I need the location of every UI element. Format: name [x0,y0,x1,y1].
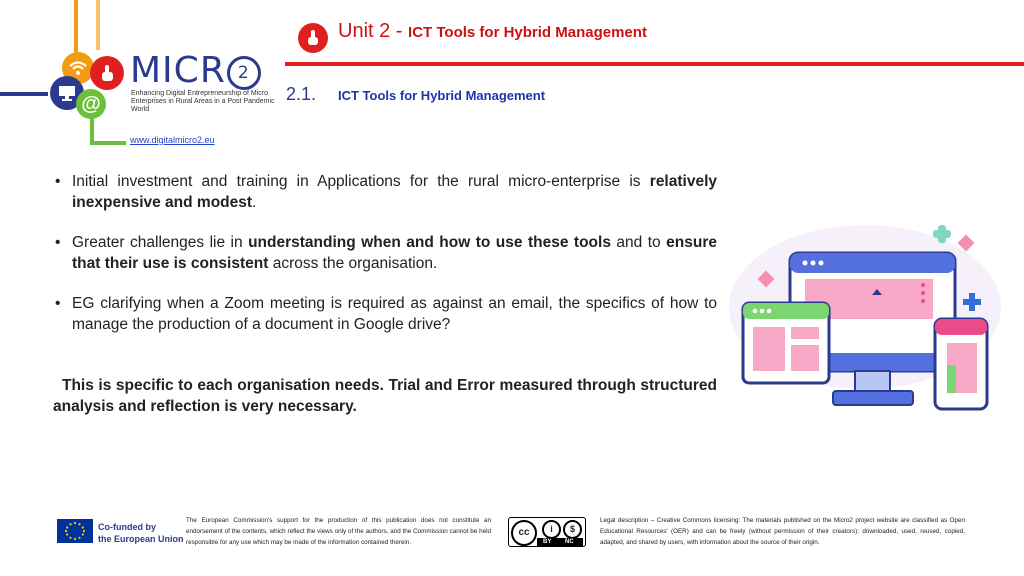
license-labels [537,538,583,546]
bullet-text-mid: and to [610,234,667,251]
creative-commons-badge [508,517,586,547]
non-commercial-icon: $ [563,520,582,539]
eu-label-line-1: Co-funded by [98,522,156,532]
section-title: ICT Tools for Hybrid Management [338,88,546,103]
license-by: BY [543,539,552,545]
bullet-text: Initial investment and training in Applications for the rural micro-enterprise is [72,173,650,190]
bullet-emphasis: relatively inexpensive and modest [72,173,717,211]
eu-cofunded-label [98,521,184,545]
legal-description: Legal description – Creative Commons licensing: The materials published on the Micro2 project website are classified as Open Educational Resources' (OER) and can be freely (without permission of their creators): downloaded, used, reused, copied, adapted, and shared by users, with information about the source of their origin. [600,517,965,546]
hybrid-devices-illustration [725,215,1005,415]
header-divider [285,62,1024,66]
website-link[interactable]: www.digitalmicro2.eu [130,135,215,145]
cc-icon: cc [511,520,537,546]
summary-statement: This is specific to each organisation needs. Trial and Error measured through structured analysis and reflection is very necessary. [53,377,717,415]
bullet-text: Greater challenges lie in [72,234,249,251]
bullet-end: . [252,194,257,211]
unit-title [338,20,647,43]
logo-wordmark: MICR 2 [130,50,261,91]
logo-tagline: Enhancing Digital Entrepreneurship of Micro Enterprises in Rural Areas in a Post Pandemic World [131,90,275,113]
eu-label-line-2: the European Union [98,534,184,544]
bullet-dot: • [55,173,61,190]
section-number: 2.1. [286,84,317,104]
eu-disclaimer: The European Commission's support for the production of this publication does not constitute an endorsement of the contents, which reflect the views only of the authors, and the Commission cannot be held responsible for any use which may be made of the information contained therein. [186,517,491,546]
bullet-end: across the organisation. [268,255,438,272]
logo-circle-number: 2 [227,56,261,90]
bullet-item [55,293,717,335]
touch-icon-header [298,23,328,53]
bullet-dot: • [55,295,61,312]
attribution-icon: i [542,520,561,539]
unit-label: Unit 2 - [338,20,409,42]
laptop-window-icon [743,303,829,383]
license-nc: NC [565,539,574,545]
bullet-emphasis-2: ensure that their use is consistent [72,234,717,272]
bullet-item [55,232,717,274]
blue-line [0,92,48,96]
bullet-item [55,171,717,213]
orange-line [74,0,78,58]
green-line-h [90,141,126,145]
orange-line-light [96,0,100,50]
at-sign-icon: @ [76,89,106,119]
bullet-dot: • [55,234,61,251]
bullet-text: EG clarifying when a Zoom meeting is required as against an email, the specifics of how to manage the production of a document in Google drive? [72,295,717,333]
phone-icon [935,319,987,409]
touch-icon [90,56,124,90]
unit-subtitle: ICT Tools for Hybrid Management [408,24,647,41]
eu-flag-icon [57,519,93,543]
bullet-emphasis: understanding when and how to use these tools [248,234,611,251]
